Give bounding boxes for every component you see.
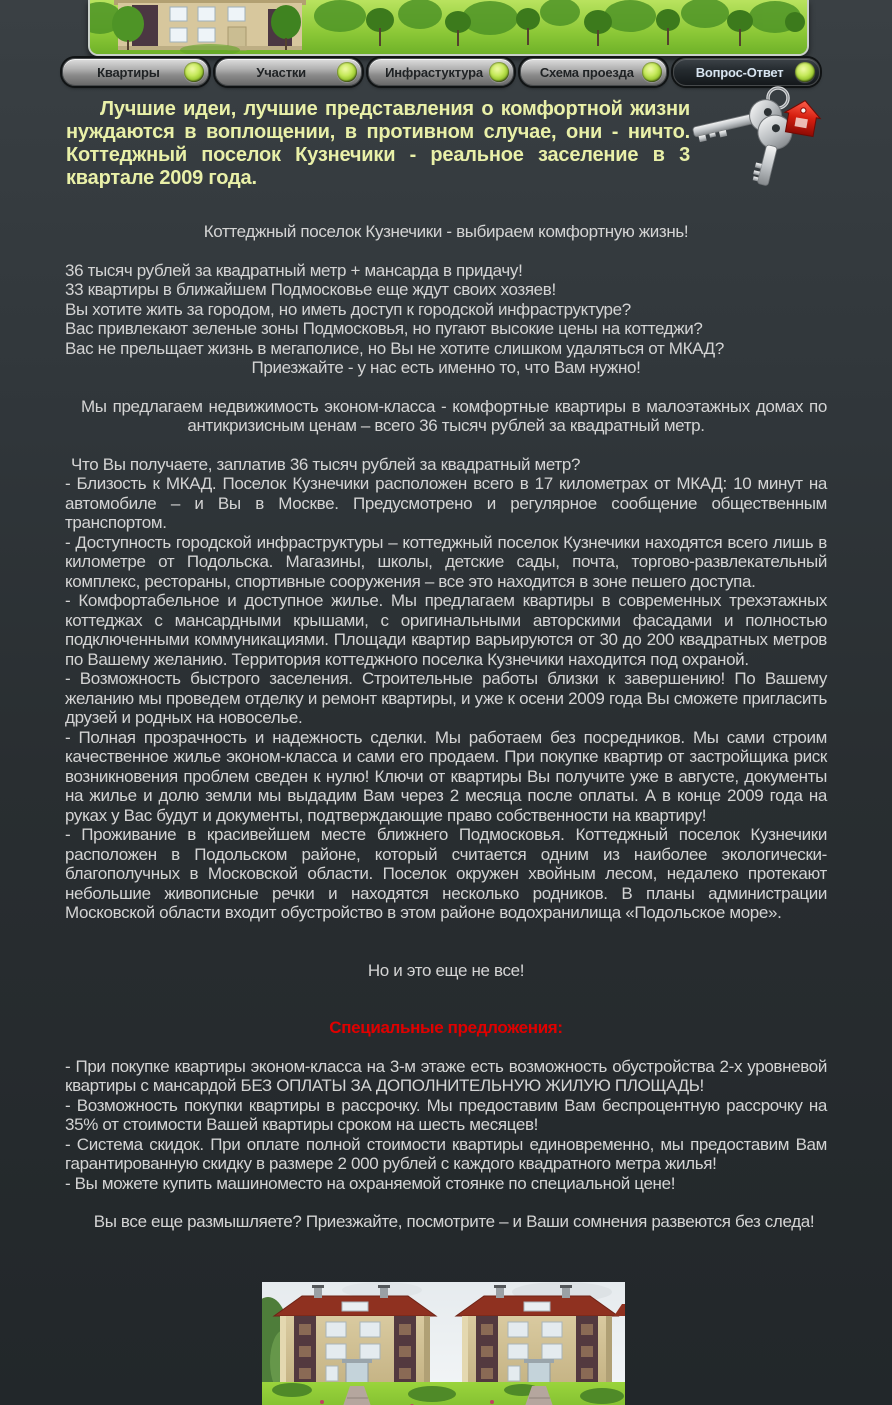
nav-button-infrastruktura[interactable]	[368, 58, 515, 86]
nav-button-label: Вопрос-Ответ	[695, 64, 784, 80]
led-indicator-icon	[795, 62, 815, 82]
benefit-item: - Проживание в красивейшем месте ближнего Подмосковья. Коттеджный поселок Кузнечики расположен в Подольском районе, который считается одним из наиболее экологически-благополучных в Московской области. Поселок окружен хвойным лесом, недалеко протекают небольшие живописные речки и находятся несколько родников. В планы администрации Московской области входит обустройство в этом районе водохранилища «Подольское море».	[65, 825, 827, 922]
led-indicator-icon	[184, 62, 204, 82]
nav-button-uchastki[interactable]	[215, 58, 362, 86]
nav-button-label: Схема проезда	[539, 64, 634, 80]
spacer	[65, 1193, 827, 1212]
intro-cta: Приезжайте - у нас есть именно то, что Вам нужно!	[251, 358, 641, 377]
cottage-village-panorama-image	[90, 0, 807, 54]
keys-with-red-house-keyfob-image	[690, 84, 830, 188]
banner-photo	[88, 0, 809, 56]
more-line: Но и это еще не все!	[367, 960, 525, 980]
nav-button-vopros-otvet[interactable]	[673, 58, 820, 86]
tagline: Коттеджный поселок Кузнечики - выбираем комфортную жизнь!	[203, 222, 689, 241]
three-story-cottages-render-image	[262, 1282, 625, 1405]
spacer	[65, 923, 827, 961]
special-item: - Возможность покупки квартиры в рассрочку. Мы предоставим Вам беспроцентную рассрочку на 35% от стоимости Вашей квартиры сроком на шесть месяцев!	[65, 1095, 827, 1134]
benefit-item: - Комфортабельное и доступное жилье. Мы предлагаем квартиры в современных трехэтажных коттеджах с мансардными крышами, с оригинальными авторскими фасадами и полностью подключенными коммуникациями. Площади квартир варьируются от 30 до 200 квадратных метров по Вашему желанию. Территория коттеджного поселка Кузнечики находится под охраной.	[65, 591, 827, 669]
offer-paragraph: Мы предлагаем недвижимость эконом-класса - комфортные квартиры в малоэтажных домах по антикризисным ценам – всего 36 тысяч рублей за квадратный метр.	[81, 396, 827, 435]
special-item: - Система скидок. При оплате полной стоимости квартиры единовременно, мы предоставим Вам гарантированную скидку в размере 2 000 рублей с каждого квадратного метра жилья!	[65, 1134, 827, 1173]
benefit-item: - Близость к МКАД. Поселок Кузнечики расположен всего в 17 километрах от МКАД: 10 минут на автомобиле – и Вы в Москве. Предусмотрено и регулярное сообщение общественным транспортом.	[65, 474, 827, 532]
spacer	[65, 378, 827, 397]
nav-button-shema-proezda[interactable]	[520, 58, 667, 86]
led-indicator-icon	[489, 62, 509, 82]
main-content	[65, 222, 827, 1232]
spacer	[65, 242, 827, 261]
led-indicator-icon	[642, 62, 662, 82]
page-headline: Лучшие идеи, лучшие представления о комфортной жизни нуждаются в воплощении, в противном случае, они - ничто. Коттеджный поселок Кузнечики - реальное заселение в 3 квартале 2009 года.	[66, 98, 690, 189]
benefit-item: - Возможность быстрого заселения. Строительные работы близки к завершению! По Вашему желанию мы проведем отделку и ремонт квартиры, и уже к осени 2009 года Вы сможете пригласить друзей и родных на новоселье.	[65, 669, 827, 727]
intro-line: Вас привлекают зеленые зоны Подмосковья, но пугают высокие цены на коттеджи?	[65, 319, 703, 338]
spacer	[65, 436, 827, 455]
intro-line: Вы хотите жить за городом, но иметь доступ к городской инфраструктуре?	[65, 299, 631, 319]
building	[456, 1285, 618, 1386]
spacer	[65, 1038, 827, 1057]
nav-button-kvartiry[interactable]	[62, 58, 209, 86]
building	[274, 1285, 436, 1386]
benefit-item: - Полная прозрачность и надежность сделки. Мы работаем без посредников. Мы сами строим качественное жилье эконом-класса и сами его продаем. При покупке квартир от застройщика риск возникновения проблем сведен к нулю! Ключи от квартиры Вы получите уже в августе, документы на жилье и долю земли мы выдадим Вам через 2 месяца после оплаты. А в конце 2009 года на руках у Вас будут и документы, подтверждающие право собственности на квартиру!	[65, 727, 827, 825]
closing-paragraph: Вы все еще размышляете? Приезжайте, посмотрите – и Ваши сомнения развеются без следа!	[93, 1212, 815, 1231]
intro-line: 33 квартиры в ближайшем Подмосковье еще ждут своих хозяев!	[65, 280, 556, 299]
nav-button-label: Квартиры	[97, 64, 160, 80]
special-item: - При покупке квартиры эконом-класса на 3-м этаже есть возможность обустройства 2-х уровневой квартиры с мансардой БЕЗ ОПЛАТЫ ЗА ДОПОЛНИТЕЛЬНУЮ ЖИЛУЮ ПЛОЩАДЬ!	[65, 1056, 827, 1095]
nav-button-label: Инфрастуктура	[385, 64, 483, 80]
nav-button-label: Участки	[256, 64, 306, 80]
keys-photo	[690, 84, 830, 188]
intro-line: 36 тысяч рублей за квадратный метр + мансарда в придачу!	[65, 260, 523, 280]
main-navigation	[62, 58, 820, 84]
intro-line: Вас не прельщает жизнь в мегаполисе, но Вы не хотите слишком удаляться от МКАД?	[65, 338, 724, 358]
benefits-title: Что Вы получаете, заплатив 36 тысяч рублей за квадратный метр?	[71, 454, 581, 474]
special-item: - Вы можете купить машиноместо на охраняемой стоянке по специальной цене!	[65, 1173, 676, 1193]
special-offers-heading: Специальные предложения:	[329, 1018, 563, 1037]
benefit-item: - Доступность городской инфраструктуры – коттеджный поселок Кузнечики находятся всего лишь в километре от Подольска. Магазины, школы, детские сады, почта, торгово-развлекательный комплекс, рестораны, спортивные сооружения – все это находится в зоне пешего доступа.	[65, 532, 827, 591]
spacer	[65, 980, 827, 1018]
led-indicator-icon	[337, 62, 357, 82]
buildings-photo	[262, 1282, 625, 1405]
